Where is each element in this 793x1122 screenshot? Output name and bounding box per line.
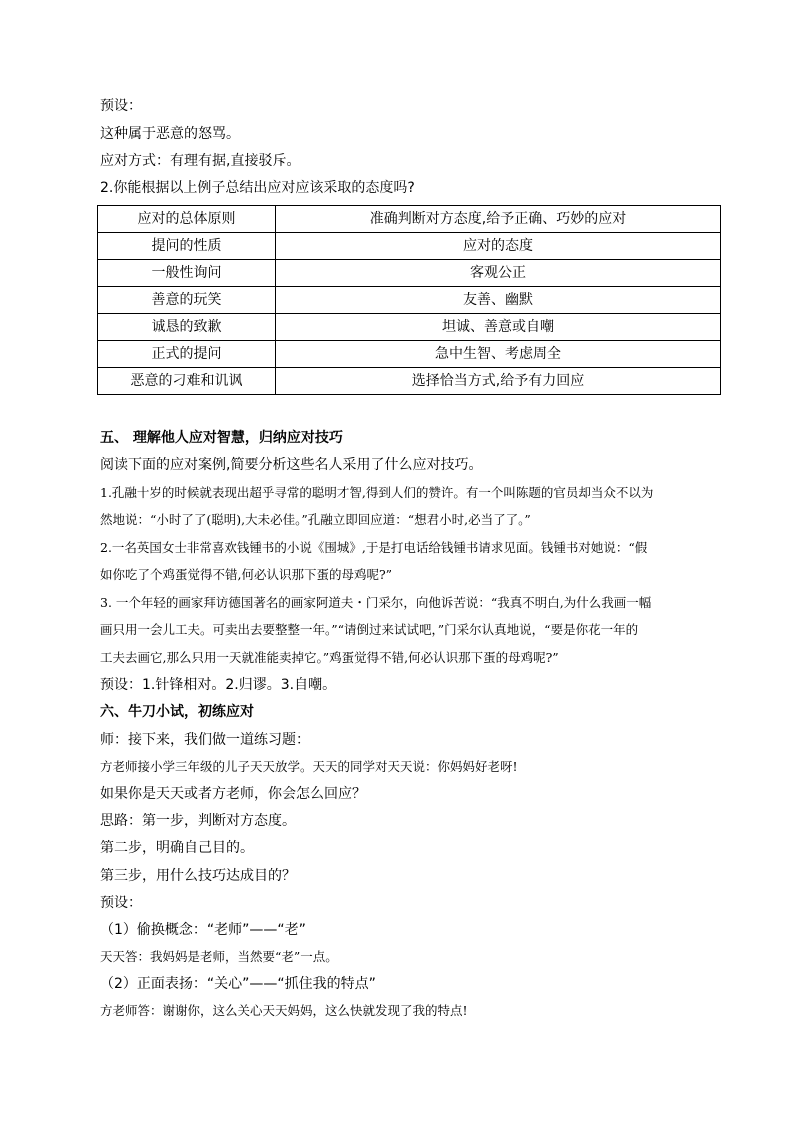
table-cell: 选择恰当方式,给予有力回应 — [276, 368, 721, 395]
malicious-abuse-text: 这种属于恶意的怒骂。 — [100, 126, 240, 142]
table-cell: 友善、幽默 — [276, 287, 721, 314]
preset-label: 预设： — [100, 98, 142, 114]
scenario-text: 方老师接小学三年级的儿子天天放学。天天的同学对天天说：你妈妈好老呀! — [100, 759, 518, 774]
case-2-line-1: 2.一名英国女士非常喜欢钱锺书的小说《围城》,于是打电话给钱锺书请求见面。钱锺书对她说：“假 — [100, 540, 648, 555]
table-row — [98, 260, 721, 287]
table-cell: 诚恳的致歉 — [98, 314, 276, 341]
option-2: （2）正面表扬：“关心”——“抓住我的特点” — [100, 976, 376, 992]
step-1: 思路：第一步，判断对方态度。 — [100, 813, 296, 829]
case-2-line-2: 如你吃了个鸡蛋觉得不错,何必认识那下蛋的母鸡呢?” — [100, 567, 393, 582]
step-2: 第二步，明确自己目的。 — [100, 840, 254, 856]
case-3-line-2: 画只用一会儿工夫。可卖出去要整整一年。”“请倒过来试试吧，”门采尔认真地说，“要是你花一年的 — [100, 622, 639, 637]
answer-2: 方老师答：谢谢你，这么关心天天妈妈，这么快就发现了我的特点! — [100, 1003, 468, 1018]
table-row — [98, 368, 721, 395]
table-cell: 提问的性质 — [98, 233, 276, 260]
table-cell: 正式的提问 — [98, 341, 276, 368]
table-cell: 应对的总体原则 — [98, 206, 276, 233]
section-5-heading: 五、 理解他人应对智慧，归纳应对技巧 — [100, 430, 343, 446]
table-cell: 准确判断对方态度,给予正确、巧妙的应对 — [276, 206, 721, 233]
practice-question: 如果你是天天或者方老师，你会怎么回应？ — [100, 786, 366, 802]
response-method-text: 应对方式：有理有据,直接驳斥。 — [100, 153, 301, 169]
option-1: （1）偷换概念：“老师”——“老” — [100, 922, 306, 938]
teacher-line: 师：接下来，我们做一道练习题： — [100, 732, 310, 748]
table-row — [98, 233, 721, 260]
table-row — [98, 206, 721, 233]
section-6-preset-label: 预设： — [100, 895, 142, 911]
step-3: 第三步，用什么技巧达成目的？ — [100, 868, 296, 884]
table-row — [98, 314, 721, 341]
question-2: 2.你能根据以上例子总结出应对应该采取的态度吗? — [100, 180, 415, 196]
table-cell: 善意的玩笑 — [98, 287, 276, 314]
table-cell: 急中生智、考虑周全 — [276, 341, 721, 368]
section-6-heading: 六、牛刀小试，初练应对 — [100, 704, 254, 720]
table-cell: 客观公正 — [276, 260, 721, 287]
case-3-line-1: 3. 一个年轻的画家拜访德国著名的画家阿道夫・门采尔，向他诉苦说：“我真不明白,为什么我画一幅 — [100, 595, 652, 610]
table-cell: 恶意的刁难和讥讽 — [98, 368, 276, 395]
table-row — [98, 341, 721, 368]
case-1-line-1: 1.孔融十岁的时候就表现出超乎寻常的聪明才智,得到人们的赞许。有一个叫陈题的官员却当众不以为 — [100, 485, 654, 500]
section-5-intro: 阅读下面的应对案例,简要分析这些名人采用了什么应对技巧。 — [100, 457, 483, 473]
table-cell: 坦诚、善意或自嘲 — [276, 314, 721, 341]
table-cell: 应对的态度 — [276, 233, 721, 260]
section-5-preset: 预设：1.针锋相对。2.归谬。3.自嘲。 — [100, 677, 337, 693]
case-1-line-2: 然地说：“小时了了(聪明),大未必佳。”孔融立即回应道：“想君小时,必当了了。” — [100, 512, 531, 527]
table-cell: 一般性询问 — [98, 260, 276, 287]
response-attitude-table — [97, 205, 721, 395]
answer-1: 天天答：我妈妈是老师，当然要“老”一点。 — [100, 949, 338, 964]
table-row — [98, 287, 721, 314]
case-3-line-3: 工夫去画它,那么只用一天就准能卖掉它。”鸡蛋觉得不错,何必认识那下蛋的母鸡呢?” — [100, 650, 559, 665]
